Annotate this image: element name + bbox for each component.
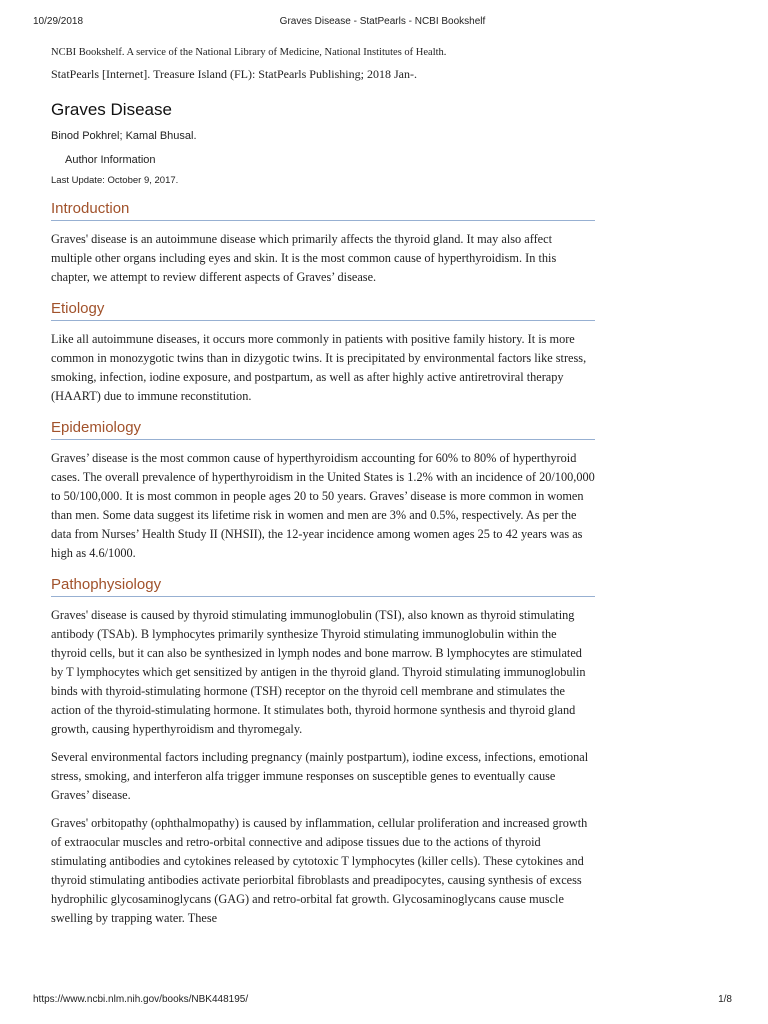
article-content: [51, 46, 595, 928]
authors: Binod Pokhrel; Kamal Bhusal.: [51, 130, 197, 142]
paragraph: Several environmental factors including pregnancy (mainly postpartum), iodine excess, infections, emotional stress, smoking, and interferon alfa trigger immune responses on susceptible genes to eventually cause Graves’ disease.: [51, 750, 589, 802]
last-update: Last Update: October 9, 2017.: [51, 175, 179, 186]
section-heading: Pathophysiology: [51, 576, 595, 597]
bookshelf-note: NCBI Bookshelf. A service of the National Library of Medicine, National Institutes of Health.: [51, 47, 447, 58]
section-pathophysiology: [51, 576, 595, 928]
paragraph: Graves' orbitopathy (ophthalmopathy) is caused by inflammation, cellular proliferation and increased growth of extraocular muscles and retro-orbital connective and adipose tissues due to the actions of thyroid stimulating antibodies and cytokines released by cytotoxic T lymphocytes (killer cells). These cytokines and thyroid stimulating antibodies activate periorbital fibroblasts and preadipocytes, causing synthesis of excess hydrophilic glycosaminoglycans (GAG) and retro-orbital fat growth. Glycosaminoglycans cause muscle swelling by trapping water. These: [51, 816, 588, 925]
page-number: 1/8: [718, 994, 732, 1005]
print-page-title: Graves Disease - StatPearls - NCBI Bookshelf: [279, 16, 486, 27]
page-title: Graves Disease: [51, 100, 172, 119]
section-epidemiology: [51, 419, 595, 563]
paragraph: Graves’ disease is the most common cause of hyperthyroidism accounting for 60% to 80% of hyperthyroid cases. The overall prevalence of hyperthyroidism in the United States is 1.2% with an incidence of 20/100,000 to 50/100,000. It is most common in people ages 20 to 50 years. Graves’ disease is more common in women than men. Some data suggest its lifetime risk in women and men are 3% and 0.5%, respectively. As per the data from Nurses’ Health Study II (NHSII), the 12-year incidence among women ages 25 to 42 years was as high as 4.6/1000.: [51, 451, 595, 560]
paragraph: Graves' disease is an autoimmune disease which primarily affects the thyroid gland. It may also affect multiple other organs including eyes and skin. It is the most common cause of hyperthyroidism. In this chapter, we attempt to review different aspects of Graves’ disease.: [51, 232, 557, 284]
section-heading: Etiology: [51, 300, 595, 321]
paragraph: Graves' disease is caused by thyroid stimulating immunoglobulin (TSI), also known as thyroid stimulating antibody (TSAb). B lymphocytes primarily synthesize Thyroid stimulating immunoglobulin within the thyroid cells, but it can also be synthesized in lymph nodes and bone marrow. B lymphocytes are stimulated by T lymphocytes which get sensitized by antigen in the thyroid gland. Thyroid stimulating immunoglobulin binds with thyroid-stimulating hormone (TSH) receptor on the thyroid cell membrane and stimulates the action of the thyroid-stimulating hormone. It stimulates both, thyroid hormone synthesis and thyroid gland growth, causing hyperthyroidism and thyromegaly.: [51, 608, 586, 736]
page-url: https://www.ncbi.nlm.nih.gov/books/NBK448195/: [33, 994, 249, 1005]
citation: StatPearls [Internet]. Treasure Island (FL): StatPearls Publishing; 2018 Jan-.: [51, 67, 417, 81]
author-information-link[interactable]: Author Information: [65, 154, 156, 166]
section-heading: Epidemiology: [51, 419, 595, 440]
section-introduction: [51, 200, 595, 287]
paragraph: Like all autoimmune diseases, it occurs more commonly in patients with positive family history. It is more common in monozygotic twins than in dizygotic twins. It is precipitated by environmental factors like stress, smoking, infection, iodine exposure, and postpartum, as well as after highly active antiretroviral therapy (HAART) due to immune reconstitution.: [51, 332, 587, 403]
print-date: 10/29/2018: [33, 16, 84, 27]
section-etiology: [51, 300, 595, 406]
section-heading: Introduction: [51, 200, 595, 221]
